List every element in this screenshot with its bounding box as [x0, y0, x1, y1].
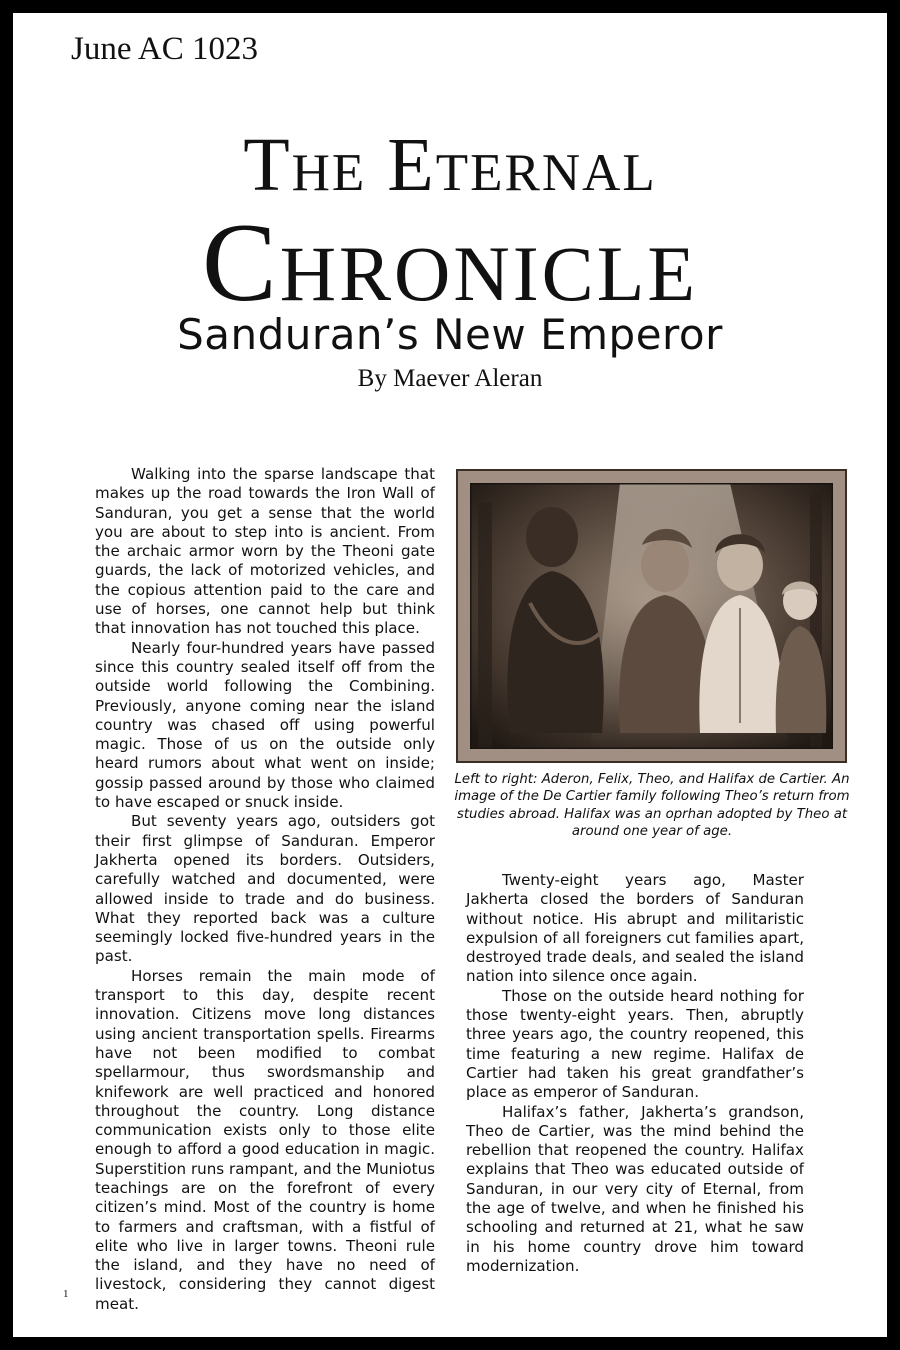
article-right-column [466, 871, 804, 1276]
family-portrait-illustration [470, 483, 833, 749]
paragraph: But seventy years ago, outsiders got their first glimpse of Sanduran. Emperor Jakherta opened its borders. Outsiders, carefully watched and documented, were allowed inside to trade and do business. What they reported back was a culture seemingly locked five-hundred years in the past. [95, 812, 435, 966]
masthead-line-1: The Eternal [243, 123, 657, 207]
newspaper-page [13, 13, 887, 1337]
paragraph: Halifax’s father, Jakherta’s grandson, Theo de Cartier, was the mind behind the rebellion that reopened the country. Halifax explains that Theo was educated outside of Sanduran, in our very city of Eternal, from the age of twelve, and when he finished his schooling and returned at 21, what he saw in his home country drove him toward modernization. [466, 1102, 804, 1275]
page-number: 1 [63, 1288, 69, 1300]
article-left-column [95, 465, 435, 1314]
paragraph: Those on the outside heard nothing for those twenty-eight years. Then, abruptly three years ago, the country reopened, this time featuring a new regime. Halifax de Cartier had taken his great grandfather’s place as emperor of Sanduran. [466, 986, 804, 1102]
article-headline: Sanduran’s New Emperor [177, 310, 723, 359]
paragraph: Twenty-eight years ago, Master Jakherta closed the borders of Sanduran without notice. His abrupt and militaristic expulsion of all foreigners cut families apart, destroyed trade deals, and sealed the island nation into silence once again. [466, 871, 804, 986]
masthead-line-2: Chronicle [201, 201, 698, 325]
article-photo [456, 469, 847, 763]
article-byline: By Maever Aleran [357, 365, 543, 392]
photo-caption: Left to right: Aderon, Felix, Theo, and Halifax de Cartier. An image of the De Cartier family following Theo’s return from studies abroad. Halifax was an oprhan adopted by Theo at around one year of age. [454, 772, 850, 840]
paragraph: Horses remain the main mode of transport to this day, despite recent innovation. Citizens move long distances using ancient transportation spells. Firearms have not been modified to combat spellarmour, thus swordsmanship and knifework are well practiced and honored throughout the country. Long distance communication exists only to those elite enough to afford a good education in magic. Superstition runs rampant, and the Muniotus teachings are on the forefront of every citizen’s mind. Most of the country is home to farmers and craftsman, with a fistful of elite who live in larger towns. Theoni rule the island, and they have no need of livestock, considering they cannot digest meat. [95, 966, 435, 1313]
issue-date: June AC 1023 [71, 31, 259, 67]
paragraph: Walking into the sparse landscape that makes up the road towards the Iron Wall of Sanduran, you get a sense that the world you are about to step into is ancient. From the archaic armor worn by the Theoni gate guards, the lack of motorized vehicles, and the copious attention paid to the care and use of horses, one cannot help but think that innovation has not touched this place. [95, 465, 435, 638]
paragraph: Nearly four-hundred years have passed since this country sealed itself off from the outside world following the Combining. Previously, anyone coming near the island country was chased off using powerful magic. Those of us on the outside only heard rumors about what went on inside; gossip passed around by those who claimed to have escaped or snuck inside. [95, 638, 435, 812]
